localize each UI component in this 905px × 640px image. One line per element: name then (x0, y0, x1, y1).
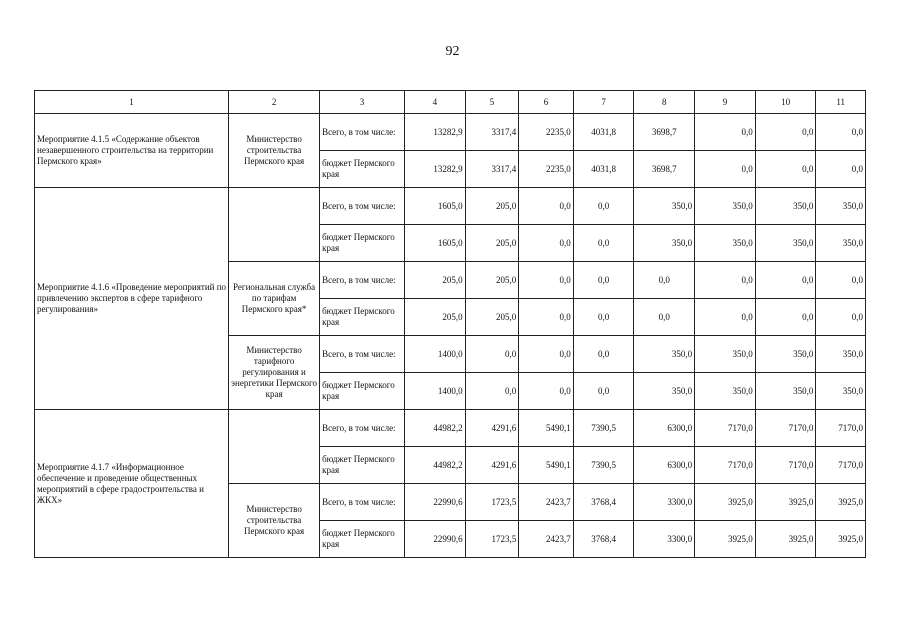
value-cell: 7170,0 (816, 447, 866, 484)
value-cell: 0,0 (695, 114, 756, 151)
value-cell: 350,0 (816, 373, 866, 410)
value-cell: 22990,6 (404, 484, 465, 521)
value-cell: 205,0 (404, 299, 465, 336)
column-header: 1 (35, 91, 229, 114)
value-cell: 350,0 (816, 336, 866, 373)
value-cell: 2235,0 (519, 151, 574, 188)
value-cell: 0,0 (816, 262, 866, 299)
value-cell: 7390,5 (573, 410, 634, 447)
value-cell: 0,0 (573, 262, 634, 299)
source-cell: бюджет Пермского края (320, 447, 405, 484)
value-cell: 3925,0 (695, 521, 756, 558)
value-cell: 0,0 (519, 373, 574, 410)
executor-cell: Министерство тарифного регулирования и энергетики Пермского края (229, 336, 320, 410)
value-cell: 3698,7 (634, 151, 695, 188)
value-cell: 0,0 (573, 336, 634, 373)
value-cell: 205,0 (404, 262, 465, 299)
value-cell: 0,0 (816, 114, 866, 151)
value-cell: 3925,0 (816, 484, 866, 521)
value-cell: 0,0 (573, 373, 634, 410)
value-cell: 0,0 (634, 299, 695, 336)
value-cell: 44982,2 (404, 410, 465, 447)
value-cell: 7170,0 (755, 447, 816, 484)
table-row (35, 188, 866, 225)
value-cell: 3925,0 (755, 521, 816, 558)
table-row (35, 114, 866, 151)
value-cell: 0,0 (755, 262, 816, 299)
column-header: 6 (519, 91, 574, 114)
value-cell: 2423,7 (519, 484, 574, 521)
source-cell: бюджет Пермского края (320, 521, 405, 558)
value-cell: 0,0 (573, 225, 634, 262)
value-cell: 350,0 (695, 373, 756, 410)
value-cell: 1605,0 (404, 188, 465, 225)
column-header: 11 (816, 91, 866, 114)
value-cell: 4291,6 (465, 410, 519, 447)
value-cell: 3317,4 (465, 151, 519, 188)
source-cell: бюджет Пермского края (320, 373, 405, 410)
source-cell: Всего, в том числе: (320, 188, 405, 225)
value-cell: 0,0 (816, 299, 866, 336)
value-cell: 0,0 (573, 188, 634, 225)
value-cell: 0,0 (755, 151, 816, 188)
value-cell: 0,0 (519, 225, 574, 262)
value-cell: 22990,6 (404, 521, 465, 558)
value-cell: 205,0 (465, 262, 519, 299)
executor-cell: Региональная служба по тарифам Пермского края* (229, 262, 320, 336)
executor-cell: Министерство строительства Пермского края (229, 114, 320, 188)
executor-cell (229, 410, 320, 484)
source-cell: Всего, в том числе: (320, 336, 405, 373)
value-cell: 350,0 (755, 225, 816, 262)
value-cell: 3300,0 (634, 521, 695, 558)
value-cell: 0,0 (755, 299, 816, 336)
value-cell: 2423,7 (519, 521, 574, 558)
value-cell: 0,0 (519, 262, 574, 299)
column-header: 9 (695, 91, 756, 114)
header-row (35, 91, 866, 114)
value-cell: 205,0 (465, 299, 519, 336)
value-cell: 3925,0 (755, 484, 816, 521)
column-header: 5 (465, 91, 519, 114)
value-cell: 4291,6 (465, 447, 519, 484)
value-cell: 350,0 (816, 188, 866, 225)
value-cell: 205,0 (465, 225, 519, 262)
value-cell: 3925,0 (816, 521, 866, 558)
value-cell: 0,0 (465, 373, 519, 410)
value-cell: 350,0 (634, 373, 695, 410)
value-cell: 1723,5 (465, 484, 519, 521)
source-cell: бюджет Пермского края (320, 225, 405, 262)
value-cell: 44982,2 (404, 447, 465, 484)
value-cell: 0,0 (816, 151, 866, 188)
table-row (35, 410, 866, 447)
value-cell: 350,0 (755, 336, 816, 373)
value-cell: 350,0 (634, 336, 695, 373)
value-cell: 350,0 (755, 188, 816, 225)
column-header: 2 (229, 91, 320, 114)
source-cell: Всего, в том числе: (320, 262, 405, 299)
value-cell: 0,0 (573, 299, 634, 336)
value-cell: 7170,0 (816, 410, 866, 447)
value-cell: 0,0 (634, 262, 695, 299)
value-cell: 1400,0 (404, 336, 465, 373)
value-cell: 350,0 (755, 373, 816, 410)
budget-table (34, 90, 866, 558)
executor-cell: Министерство строительства Пермского края (229, 484, 320, 558)
source-cell: бюджет Пермского края (320, 151, 405, 188)
value-cell: 3925,0 (695, 484, 756, 521)
value-cell: 3300,0 (634, 484, 695, 521)
value-cell: 13282,9 (404, 151, 465, 188)
executor-cell (229, 188, 320, 262)
value-cell: 0,0 (519, 299, 574, 336)
value-cell: 6300,0 (634, 410, 695, 447)
value-cell: 0,0 (695, 151, 756, 188)
source-cell: Всего, в том числе: (320, 484, 405, 521)
value-cell: 350,0 (634, 225, 695, 262)
value-cell: 4031,8 (573, 151, 634, 188)
value-cell: 7170,0 (695, 447, 756, 484)
value-cell: 350,0 (695, 225, 756, 262)
measure-cell: Мероприятие 4.1.7 «Информационное обеспечение и проведение общественных мероприятий в сфере градостроительства и ЖКХ» (35, 410, 229, 558)
column-header: 8 (634, 91, 695, 114)
value-cell: 350,0 (695, 336, 756, 373)
value-cell: 7170,0 (755, 410, 816, 447)
value-cell: 1400,0 (404, 373, 465, 410)
value-cell: 3317,4 (465, 114, 519, 151)
value-cell: 0,0 (755, 114, 816, 151)
value-cell: 0,0 (465, 336, 519, 373)
column-header: 4 (404, 91, 465, 114)
page-number: 92 (445, 44, 460, 59)
value-cell: 4031,8 (573, 114, 634, 151)
value-cell: 5490,1 (519, 447, 574, 484)
source-cell: Всего, в том числе: (320, 114, 405, 151)
column-header: 7 (573, 91, 634, 114)
column-header: 3 (320, 91, 405, 114)
value-cell: 2235,0 (519, 114, 574, 151)
value-cell: 7170,0 (695, 410, 756, 447)
value-cell: 6300,0 (634, 447, 695, 484)
value-cell: 0,0 (519, 188, 574, 225)
value-cell: 0,0 (519, 336, 574, 373)
measure-cell: Мероприятие 4.1.6 «Проведение мероприятий по привлечению экспертов в сфере тарифного регулирования» (35, 188, 229, 410)
value-cell: 7390,5 (573, 447, 634, 484)
value-cell: 350,0 (634, 188, 695, 225)
value-cell: 0,0 (695, 299, 756, 336)
value-cell: 5490,1 (519, 410, 574, 447)
value-cell: 3698,7 (634, 114, 695, 151)
column-header: 10 (755, 91, 816, 114)
value-cell: 0,0 (695, 262, 756, 299)
source-cell: Всего, в том числе: (320, 410, 405, 447)
value-cell: 350,0 (695, 188, 756, 225)
value-cell: 1605,0 (404, 225, 465, 262)
value-cell: 350,0 (816, 225, 866, 262)
measure-cell: Мероприятие 4.1.5 «Содержание объектов незавершенного строительства на территории Пермского края» (35, 114, 229, 188)
value-cell: 3768,4 (573, 521, 634, 558)
source-cell: бюджет Пермского края (320, 299, 405, 336)
value-cell: 13282,9 (404, 114, 465, 151)
value-cell: 1723,5 (465, 521, 519, 558)
value-cell: 3768,4 (573, 484, 634, 521)
value-cell: 205,0 (465, 188, 519, 225)
